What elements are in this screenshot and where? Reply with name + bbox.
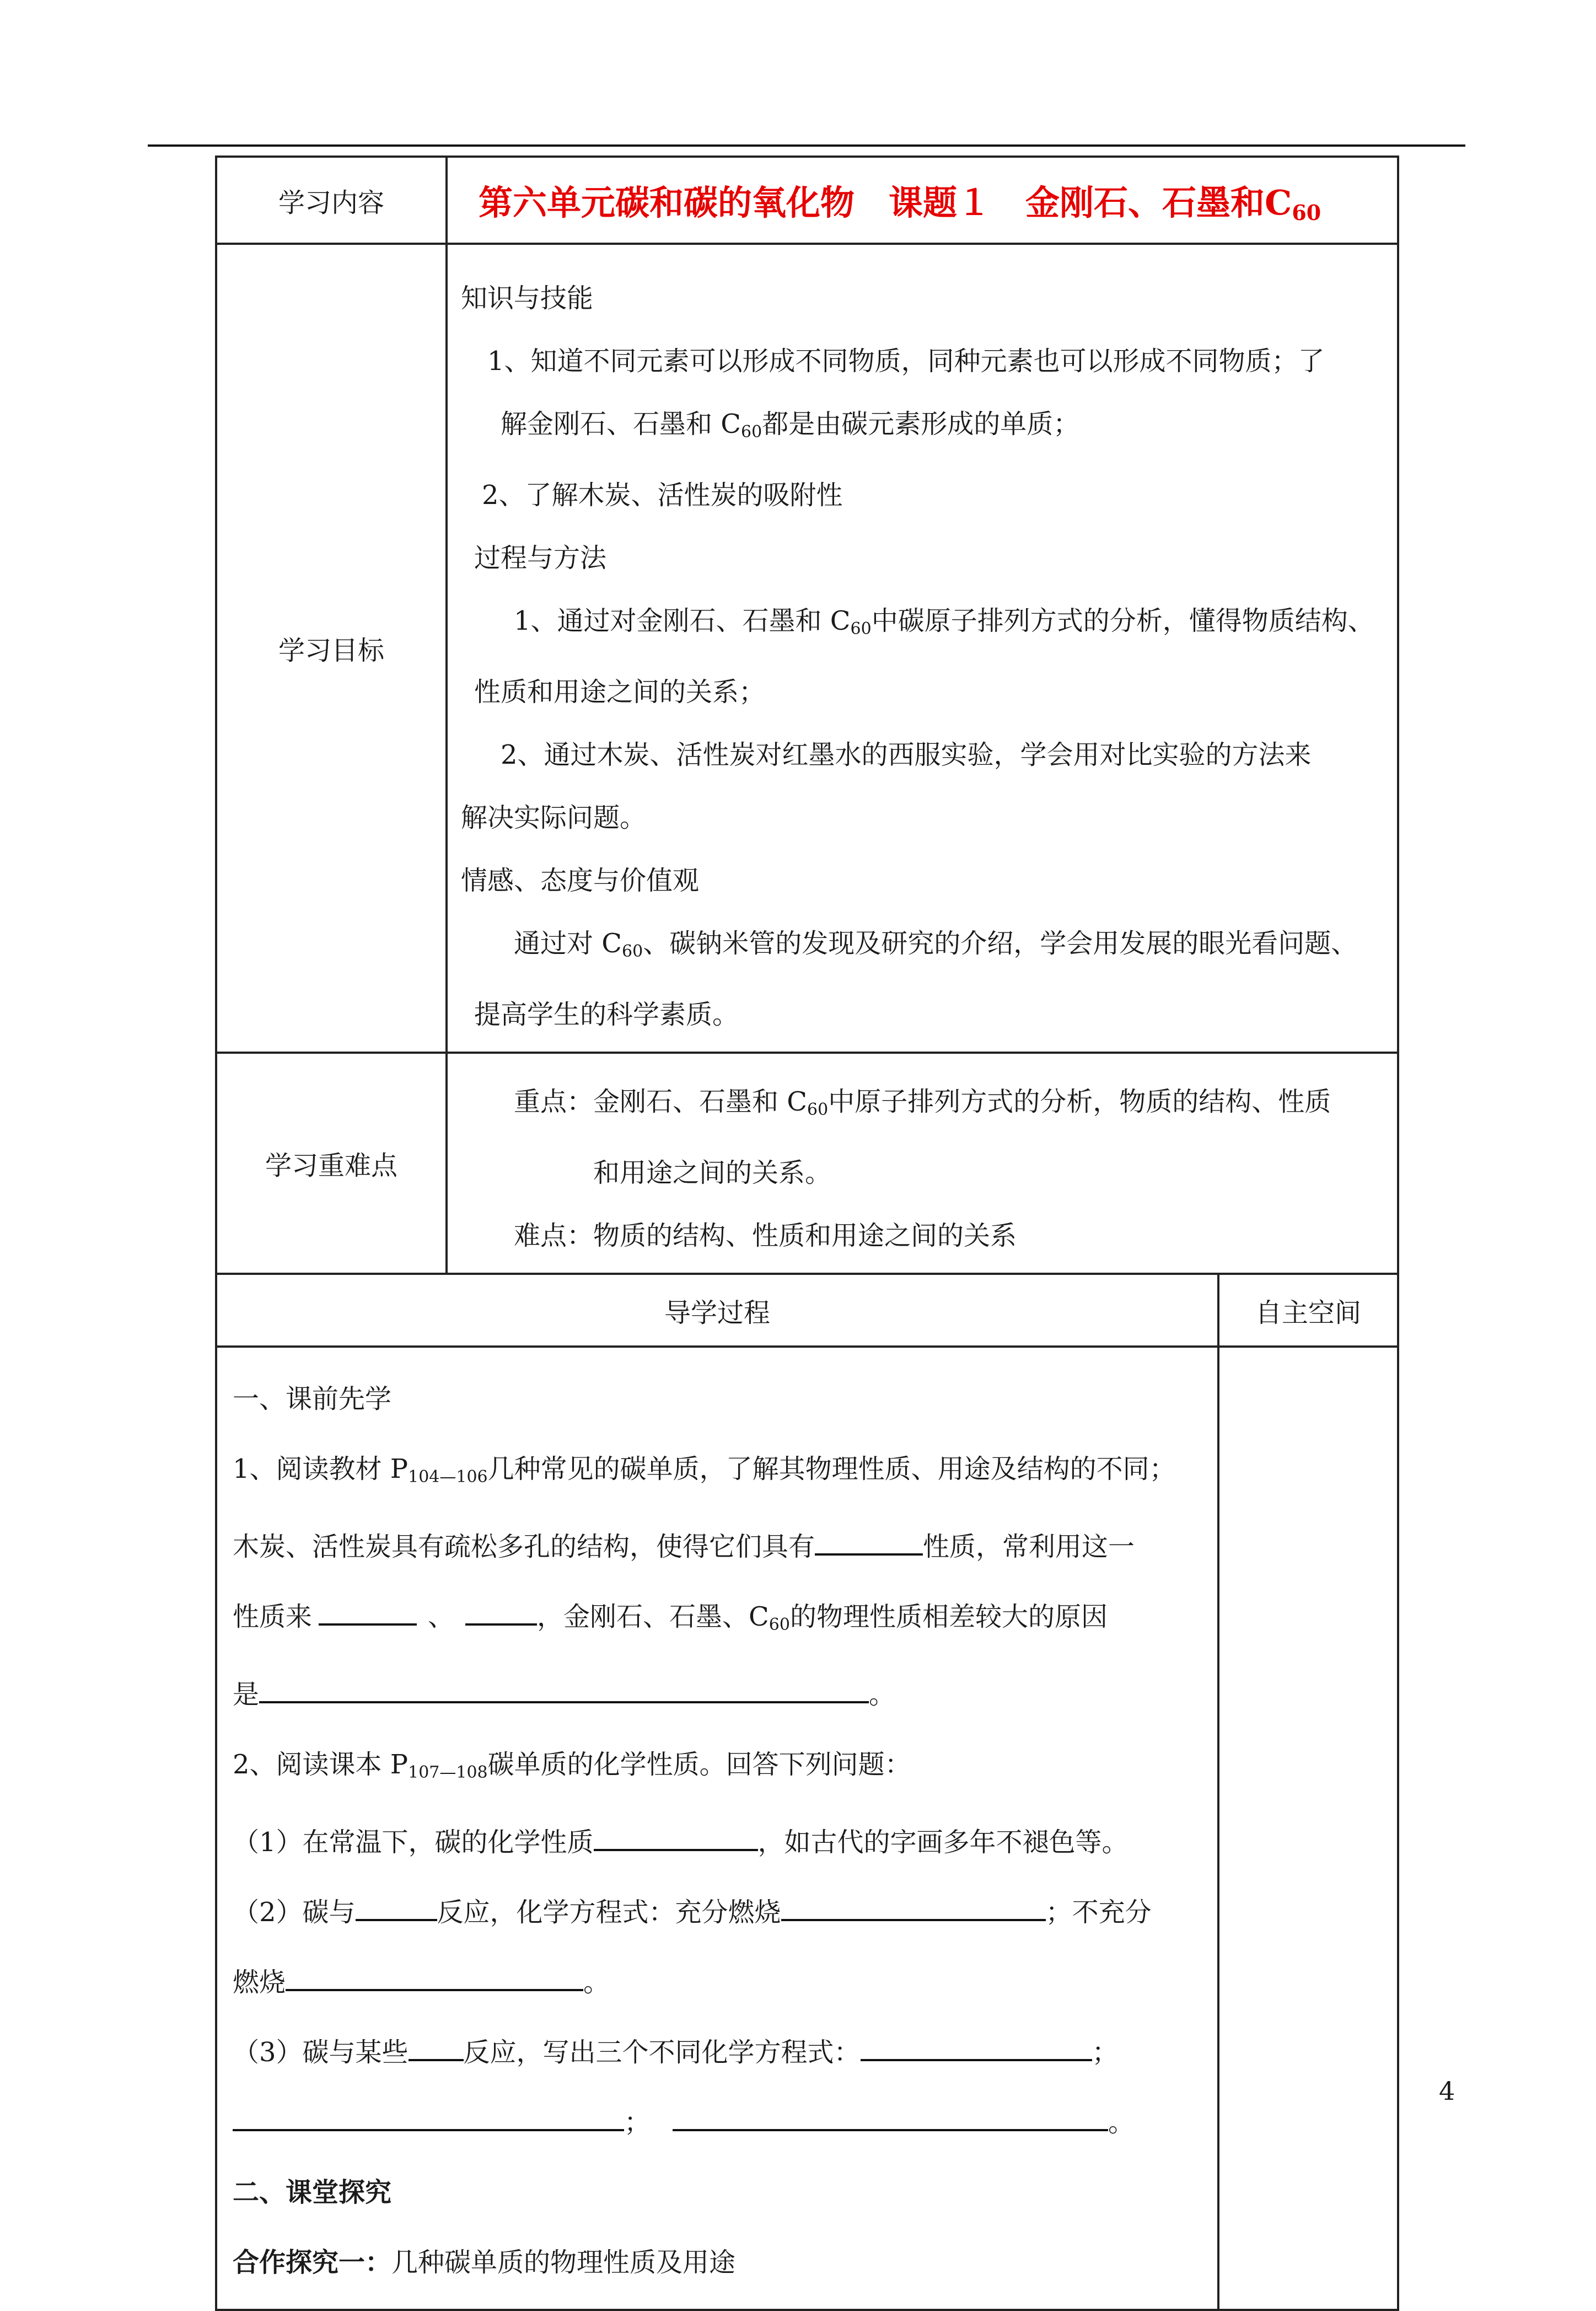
self-space-header: 自主空间	[1218, 1274, 1398, 1347]
obj-item-3a: 1、通过对金刚石、石墨和 $C_{60}$中碳原子排列方式的分析，懂得物质结构、	[514, 605, 1374, 639]
guide-process-header: 导学过程	[216, 1274, 1218, 1347]
answer-blank[interactable]	[259, 1674, 869, 1703]
section-class-inquiry-title: 二、课堂探究	[233, 2177, 392, 2208]
key-points-label: 学习重难点	[216, 1053, 447, 1274]
question-1: 1、阅读教材 $P_{104—106}$几种常见的碳单质，了解其物理性质、用途及结构的不同；	[233, 1454, 1176, 1487]
row-guide-header	[216, 1274, 1398, 1347]
key-points-content	[447, 1053, 1398, 1274]
question-1-line-2: 木炭、活性炭具有疏松多孔的结构，使得它们具有 性质，常利用这一	[233, 1512, 1208, 1582]
answer-blank[interactable]	[861, 2031, 1092, 2061]
question-1-line-4: 是 。	[233, 1660, 1208, 1730]
question-2-2-line-2: 燃烧 。	[233, 1948, 1208, 2018]
answer-blank[interactable]	[465, 1596, 537, 1626]
answer-blank[interactable]	[594, 1821, 758, 1851]
guide-process-content	[216, 1347, 1218, 2310]
obj-item-4b: 解决实际问题。	[461, 802, 647, 833]
answer-blank[interactable]	[286, 1961, 583, 1991]
answer-blank[interactable]	[781, 1891, 1046, 1921]
header-rule	[148, 144, 1465, 147]
answer-blank[interactable]	[409, 2031, 464, 2061]
obj-item-4a: 2、通过木炭、活性炭对红墨水的西服实验，学会用对比实验的方法来	[501, 739, 1312, 770]
lesson-plan-table	[215, 156, 1399, 2311]
row-objectives	[216, 244, 1398, 1053]
row-key-points	[216, 1053, 1398, 1274]
obj-item-3b: 性质和用途之间的关系；	[474, 677, 766, 707]
obj-heading-knowledge: 知识与技能	[461, 283, 594, 314]
objectives-content	[447, 244, 1398, 1053]
answer-blank[interactable]	[673, 2101, 1108, 2131]
key-point: 重点：金刚石、石墨和 $C_{60}$中原子排列方式的分析，物质的结构、性质	[514, 1086, 1331, 1119]
obj-item-1a: 1、知道不同元素可以形成不同物质，同种元素也可以形成不同物质；了	[487, 346, 1325, 377]
obj-item-5a: 通过对 $C_{60}$、碳钠米管的发现及研究的介绍，学会用发展的眼光看问题、	[514, 928, 1358, 961]
answer-blank[interactable]	[319, 1596, 417, 1626]
question-2-2: （2）碳与 反应，化学方程式：充分燃烧 ；不充分	[233, 1878, 1208, 1948]
lesson-title: 第六单元碳和碳的氧化物 课题１ 金刚石、石墨和$C_{60}$	[447, 157, 1398, 244]
obj-heading-attitude: 情感、态度与价值观	[461, 865, 700, 896]
obj-item-2: 2、了解木炭、活性炭的吸附性	[482, 480, 843, 511]
answer-blank[interactable]	[815, 1526, 923, 1556]
answer-blank[interactable]	[356, 1891, 437, 1921]
self-space-content[interactable]	[1218, 1347, 1398, 2310]
answer-blank[interactable]	[233, 2101, 624, 2131]
question-1-line-3: 性质来 、 ，金刚石、石墨、$C_{60}$的物理性质相差较大的原因	[233, 1582, 1208, 1660]
objectives-label: 学习目标	[216, 244, 447, 1053]
question-2: 2、阅读课本 $P_{107—108}$碳单质的化学性质。回答下列问题：	[233, 1749, 911, 1782]
obj-heading-process: 过程与方法	[474, 543, 607, 573]
content-label: 学习内容	[216, 157, 447, 244]
question-2-3-line-2: ； 。	[233, 2088, 1208, 2158]
obj-item-1b: 解金刚石、石墨和 $C_{60}$都是由碳元素形成的单质；	[501, 409, 1080, 442]
cooperative-inquiry-1: 合作探究一：几种碳单质的物理性质及用途	[233, 2247, 736, 2278]
row-content	[216, 157, 1398, 244]
page-number: 4	[1439, 2076, 1455, 2106]
obj-item-5b: 提高学生的科学素质。	[474, 999, 739, 1030]
question-2-3: （3）碳与某些 反应，写出三个不同化学方程式： ；	[233, 2018, 1208, 2088]
row-guide-body	[216, 1347, 1398, 2310]
question-2-1: （1）在常温下，碳的化学性质 ，如古代的字画多年不褪色等。	[233, 1808, 1208, 1878]
difficult-point: 难点：物质的结构、性质和用途之间的关系	[514, 1220, 1017, 1251]
key-point-cont: 和用途之间的关系。	[593, 1157, 832, 1188]
section-pre-study-title: 一、课前先学	[233, 1384, 392, 1414]
